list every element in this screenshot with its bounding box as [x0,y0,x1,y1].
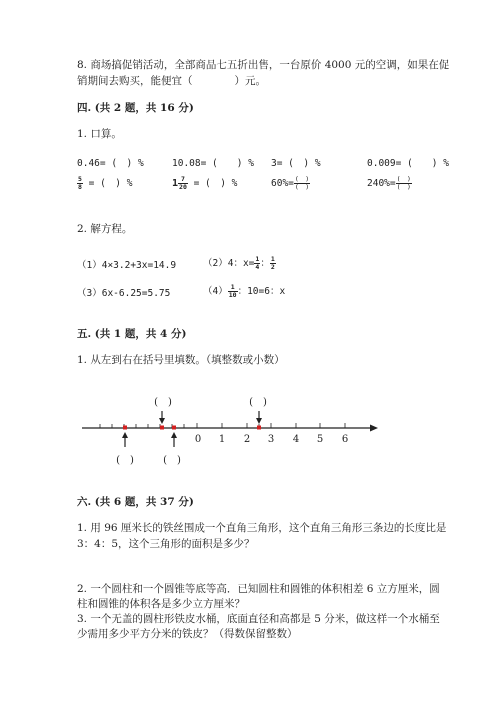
equation-4: （4） $\frac{1}{10}$ ：10=6：x [203,283,286,299]
tick-label-6: 6 [341,434,349,445]
fraction: $\frac{5}{8}$ [78,175,82,191]
fraction: $\frac{( )}{( )}$ [396,175,411,191]
red-marker [172,426,176,430]
fraction: $\frac{( )}{( )}$ [294,175,310,191]
tick-label-0: 0 [194,434,202,445]
down-arrowhead [256,418,262,424]
number-line-diagram [0,385,500,470]
red-marker [123,426,127,430]
fraction: $\frac{1}{10}$ [228,283,237,299]
calc-r2-b: 1 $\frac{7}{20}$ = ( ) % [172,175,238,191]
answer-blank-bottom-1[interactable]: ( ) [116,455,134,466]
section6-q3-line1: 3. 一个无盖的圆柱形铁皮水桶，底面直径和高都是 5 分米，做这样一个水桶至 [77,613,440,625]
fraction: $\frac{1}{4}$ [255,255,260,271]
tick-label-3: 3 [267,434,275,445]
tick-label-5: 5 [316,434,324,445]
tick-label-2: 2 [243,434,251,445]
section6-q2-line1: 2. 一个圆柱和一个圆锥等底等高．已知圆柱和圆锥的体积相差 6 立方厘米，圆 [77,583,440,595]
up-arrowhead [171,432,177,438]
calc-r1-d: 0.009= ( ) % [367,158,449,169]
answer-blank-bottom-2[interactable]: ( ) [163,455,181,466]
section4-heading: 四. (共 2 题，共 16 分) [77,102,194,114]
equation-3: （3）6x-6.25=5.75 [77,288,171,299]
red-marker [160,426,164,430]
tick-label-4: 4 [292,434,300,445]
fraction: $\frac{1}{2}$ [270,255,275,271]
fraction: $\frac{7}{20}$ [179,175,187,191]
axis-arrowhead [370,425,378,432]
answer-blank-top-1[interactable]: ( ) [154,397,172,408]
calc-r2-d: 240%= $\frac{( )}{( )}$ [367,175,411,191]
calc-r2-a: $\frac{5}{8}$ = ( ) % [78,175,133,191]
calc-r1-b: 10.08= ( ) % [172,158,254,169]
section6-q2-line2: 柱和圆锥的体积各是多少立方厘米？ [77,598,245,610]
section6-q1-line2: 3：4：5，这个三角形的面积是多少？ [77,538,255,550]
tick-label-1: 1 [218,434,226,445]
section6-heading: 六. (共 6 题，共 37 分) [77,496,194,508]
down-arrowhead [159,418,165,424]
equation-2: （2）4：x= $\frac{1}{4}$ ： $\frac{1}{2}$ [203,255,275,271]
q8-line1: 8. 商场搞促销活动，全部商品七五折出售，一台原价 4000 元的空调，如果在促 [77,59,450,71]
red-marker [257,426,261,430]
answer-blank-top-2[interactable]: ( ) [249,397,267,408]
calc-r2-c: 60%= $\frac{( )}{( )}$ [271,175,310,191]
section5-heading: 五. (共 1 题，共 4 分) [77,328,187,340]
section4-q2-label: 2. 解方程。 [77,223,133,235]
up-arrowhead [122,432,128,438]
section6-q3-line2: 少需用多少平方分米的铁皮？（得数保留整数） [77,628,298,640]
calc-r1-a: 0.46= ( ) % [77,158,144,169]
equation-1: （1）4×3.2+3x=14.9 [77,260,177,271]
q8-line2: 销期间去购买，能便宜（ ）元。 [77,75,266,87]
calc-r1-c: 3= ( ) % [271,158,321,169]
minor-ticks [100,423,345,428]
section5-q1-label: 1. 从左到右在括号里填数。（填整数或小数） [77,354,285,366]
section4-q1-label: 1. 口算。 [77,128,122,140]
section6-q1-line1: 1. 用 96 厘米长的铁丝围成一个直角三角形，这个直角三角形三条边的长度比是 [77,522,447,534]
